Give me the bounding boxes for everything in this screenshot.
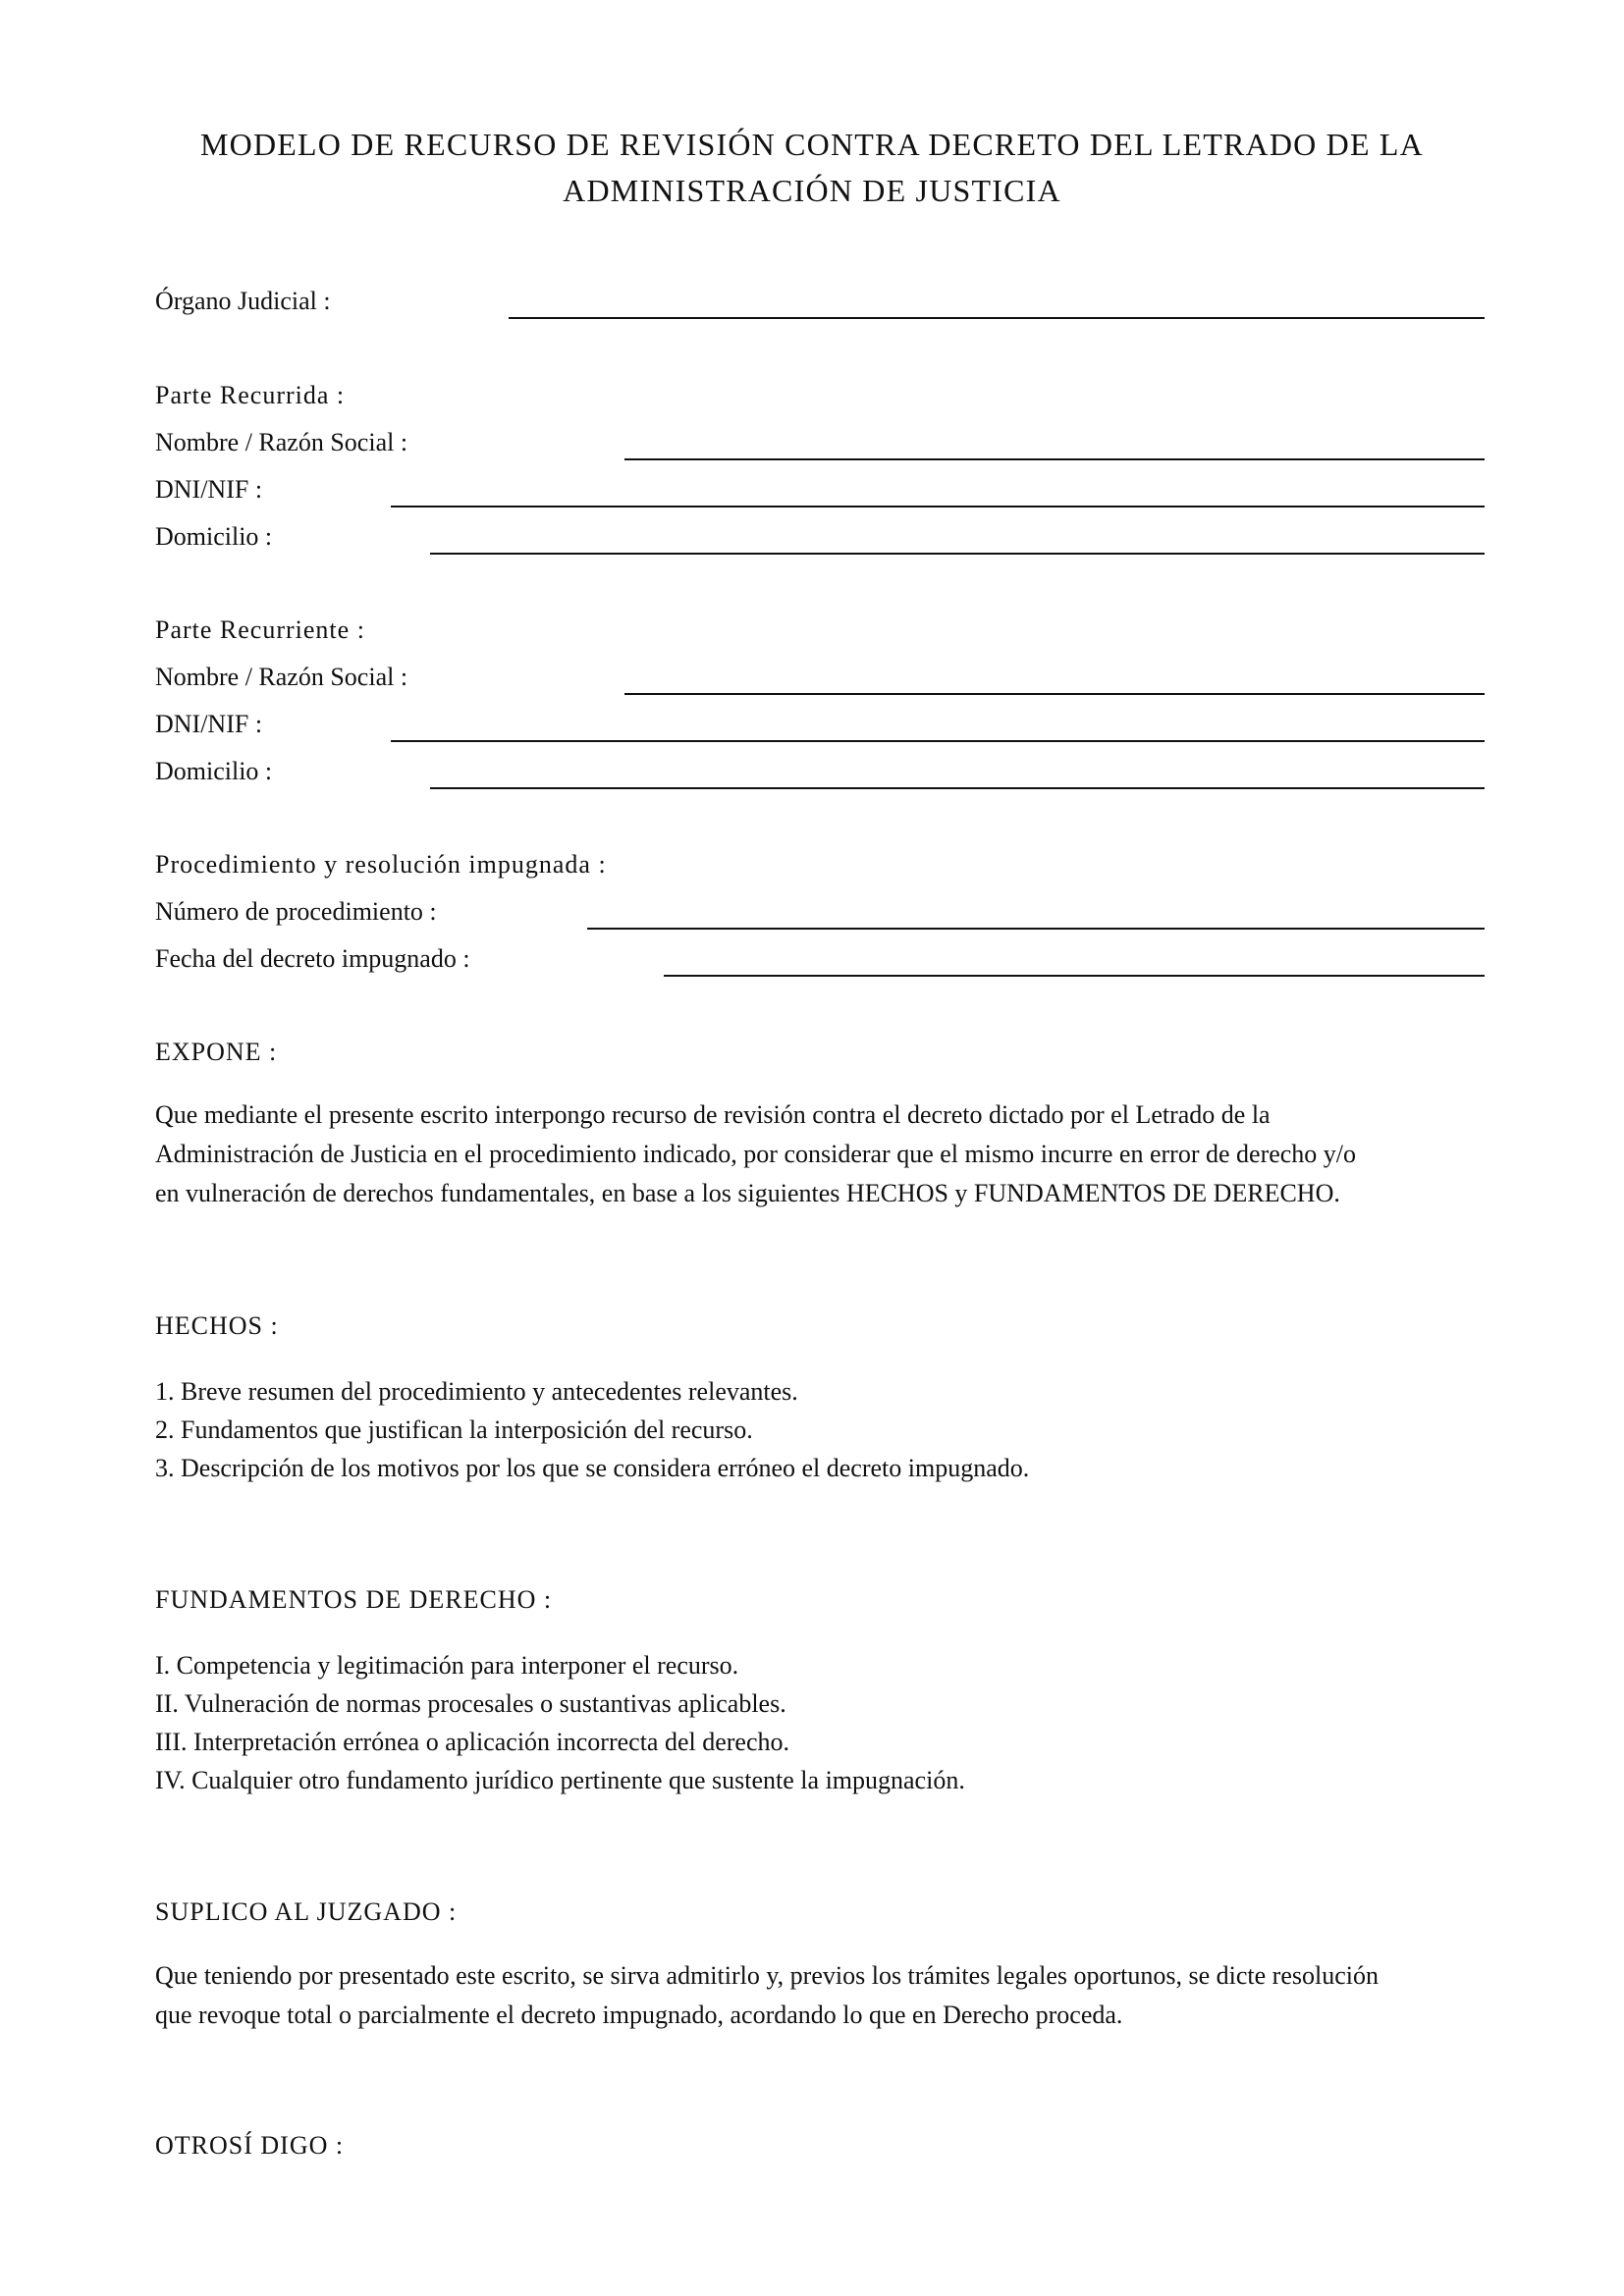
document-title <box>0 122 1624 214</box>
expone-line: Administración de Justicia en el procedimiento indicado, por considerar que el mismo incurre en error de derecho y/o <box>155 1140 1357 1168</box>
parte-recurrida-heading: Parte Recurrida : <box>155 381 346 409</box>
parte-recurrente-heading: Parte Recurriente : <box>155 615 365 644</box>
suplico-paragraph <box>155 1956 1490 2035</box>
recurrida-dni-label: DNI/NIF : <box>155 475 263 504</box>
recurrida-domicilio-field[interactable] <box>430 553 1485 555</box>
document-title-line-1: MODELO DE RECURSO DE REVISIÓN CONTRA DECRETO DEL LETRADO DE LA <box>200 127 1424 162</box>
expone-line: Que mediante el presente escrito interpongo recurso de revisión contra el decreto dictado por el Letrado de la <box>155 1100 1271 1129</box>
list-item: 1. Breve resumen del procedimiento y antecedentes relevantes. <box>155 1377 798 1406</box>
recurrente-dni-field[interactable] <box>391 740 1485 742</box>
hechos-list <box>155 1372 1029 1487</box>
list-item: I. Competencia y legitimación para interponer el recurso. <box>155 1651 739 1680</box>
expone-line: en vulneración de derechos fundamentales, en base a los siguientes HECHOS y FUNDAMENTOS DE DERECHO. <box>155 1179 1340 1207</box>
expone-paragraph <box>155 1095 1490 1213</box>
decreto-fecha-label: Fecha del decreto impugnado : <box>155 944 470 973</box>
procedimiento-numero-field[interactable] <box>587 928 1485 930</box>
recurrente-dni-label: DNI/NIF : <box>155 710 263 738</box>
list-item: 2. Fundamentos que justifican la interposición del recurso. <box>155 1415 753 1444</box>
list-item: II. Vulneración de normas procesales o sustantivas aplicables. <box>155 1689 786 1718</box>
recurrente-nombre-field[interactable] <box>624 693 1485 695</box>
decreto-fecha-field[interactable] <box>664 975 1485 977</box>
recurrente-domicilio-field[interactable] <box>430 787 1485 789</box>
recurrida-domicilio-label: Domicilio : <box>155 522 273 551</box>
list-item: 3. Descripción de los motivos por los que se considera erróneo el decreto impugnado. <box>155 1454 1030 1482</box>
fundamentos-list <box>155 1646 965 1799</box>
recurrente-domicilio-label: Domicilio : <box>155 757 273 785</box>
organo-judicial-label: Órgano Judicial : <box>155 287 331 315</box>
suplico-line: Que teniendo por presentado este escrito, se sirva admitirlo y, previos los trámites legales oportunos, se dicte resolución <box>155 1961 1379 1990</box>
expone-heading: EXPONE : <box>155 1038 278 1066</box>
organo-judicial-field[interactable] <box>509 317 1485 319</box>
recurrida-dni-field[interactable] <box>391 506 1485 507</box>
recurrida-nombre-label: Nombre / Razón Social : <box>155 428 408 456</box>
hechos-heading: HECHOS : <box>155 1311 279 1340</box>
recurrida-nombre-field[interactable] <box>624 458 1485 460</box>
document-title-line-2: ADMINISTRACIÓN DE JUSTICIA <box>563 173 1061 208</box>
suplico-line: que revoque total o parcialmente el decreto impugnado, acordando lo que en Derecho proceda. <box>155 2001 1123 2029</box>
procedimiento-numero-label: Número de procedimiento : <box>155 897 437 926</box>
list-item: III. Interpretación errónea o aplicación incorrecta del derecho. <box>155 1728 790 1756</box>
suplico-heading: SUPLICO AL JUZGADO : <box>155 1897 458 1926</box>
fundamentos-heading: FUNDAMENTOS DE DERECHO : <box>155 1585 553 1614</box>
otrosi-heading: OTROSÍ DIGO : <box>155 2131 345 2160</box>
recurrente-nombre-label: Nombre / Razón Social : <box>155 663 408 691</box>
procedimiento-heading: Procedimiento y resolución impugnada : <box>155 850 607 879</box>
list-item: IV. Cualquier otro fundamento jurídico pertinente que sustente la impugnación. <box>155 1766 965 1794</box>
